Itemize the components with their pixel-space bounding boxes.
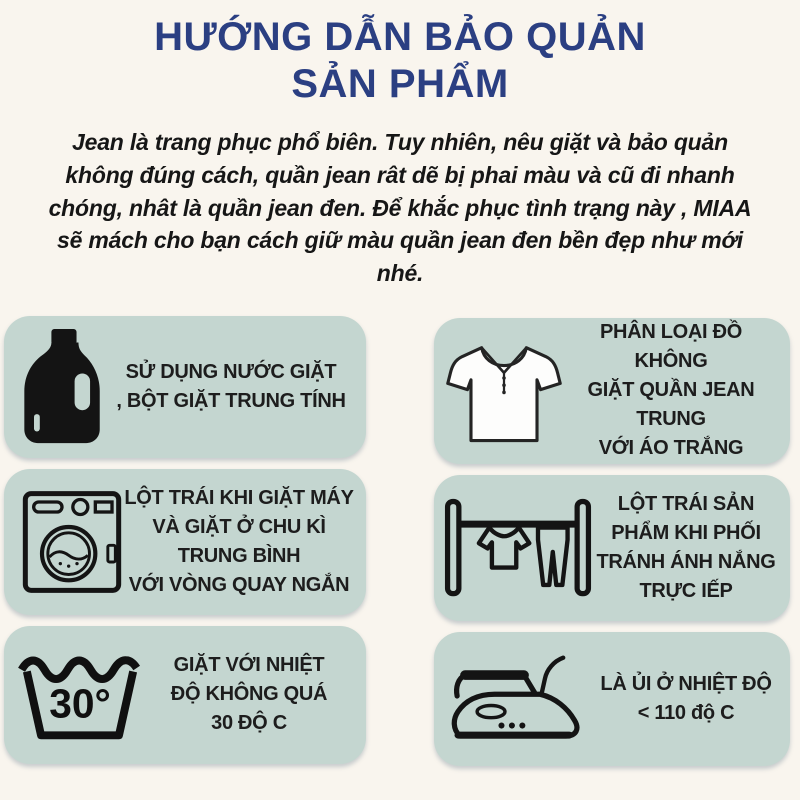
care-card-text-line: LÀ ỦI Ở NHIỆT ĐỘ bbox=[600, 672, 772, 695]
care-card-text bbox=[106, 358, 356, 416]
intro-paragraph: Jean là trang phục phổ biên. Tuy nhiên, nêu giặt và bảo quản không đúng cách, quần jean rât dẽ bị phai màu và cũ đi nhanh chóng, nhât là quần jean đen. Để khắc phục tình trạng này , MIAA sẽ mách cho bạn cách giữ màu quần jean đen bền đẹp như mới nhé. bbox=[48, 129, 752, 286]
care-card-wash-temperature bbox=[4, 626, 366, 764]
care-card-text-line: < 110 độ C bbox=[637, 701, 735, 724]
care-card-text bbox=[592, 490, 780, 606]
care-card-text bbox=[142, 651, 356, 738]
cards-column-right bbox=[434, 318, 790, 766]
page-title bbox=[0, 14, 800, 108]
care-card-text-line: PHẨM KHI PHỐI bbox=[611, 521, 761, 544]
care-card-text-line: GIẶT QUẦN JEAN TRUNG bbox=[587, 379, 755, 431]
care-card-ironing bbox=[434, 632, 790, 766]
cards-column-left bbox=[4, 316, 366, 766]
wash-basin-30-icon bbox=[18, 648, 142, 742]
washing-machine-icon bbox=[22, 489, 122, 595]
care-card-text-line: VÀ GIẶT Ở CHU KÌ bbox=[152, 515, 326, 538]
care-card-detergent bbox=[4, 316, 366, 458]
care-card-text-line: TRUNG BÌNH bbox=[177, 544, 301, 567]
care-card-sorting bbox=[434, 318, 790, 464]
page-title-line2: SẢN PHẨM bbox=[291, 62, 509, 107]
care-card-text-line: TRÁNH ÁNH NẮNG bbox=[596, 550, 776, 573]
care-card-text-line: VỚI ÁO TRẮNG bbox=[598, 437, 744, 460]
care-cards-grid bbox=[0, 316, 800, 766]
care-card-text-line: SỬ DỤNG NƯỚC GIẶT bbox=[125, 360, 337, 383]
iron-icon bbox=[444, 649, 592, 749]
basin-temperature-label: 30° bbox=[49, 680, 111, 727]
care-card-text bbox=[592, 670, 780, 728]
detergent-bottle-icon bbox=[20, 329, 106, 445]
care-card-text-line: PHÂN LOẠI ĐỒ KHÔNG bbox=[600, 321, 742, 373]
care-card-text-line: TRỰC IẾP bbox=[639, 579, 733, 602]
care-card-drying bbox=[434, 475, 790, 621]
care-card-text-line: ĐỘ KHÔNG QUÁ bbox=[170, 683, 328, 706]
care-card-text-line: VỚI VÒNG QUAY NGẮN bbox=[128, 573, 350, 596]
care-card-text-line: LỘT TRÁI SẢN bbox=[617, 492, 755, 515]
care-card-text bbox=[122, 484, 356, 600]
care-card-text bbox=[562, 318, 780, 463]
care-card-washing-machine bbox=[4, 469, 366, 615]
care-card-text-line: LỘT TRÁI KHI GIẶT MÁY bbox=[124, 486, 354, 509]
page-title-line1: HƯỚNG DẪN BẢO QUẢN bbox=[154, 15, 646, 59]
care-card-text-line: 30 ĐỘ C bbox=[211, 712, 287, 735]
clothes-drying-rack-icon bbox=[444, 498, 592, 598]
polo-shirt-icon bbox=[446, 330, 562, 452]
care-card-text-line: GIẶT VỚI NHIỆT bbox=[173, 654, 325, 677]
care-card-text-line: , BỘT GIẶT TRUNG TÍNH bbox=[116, 389, 346, 412]
